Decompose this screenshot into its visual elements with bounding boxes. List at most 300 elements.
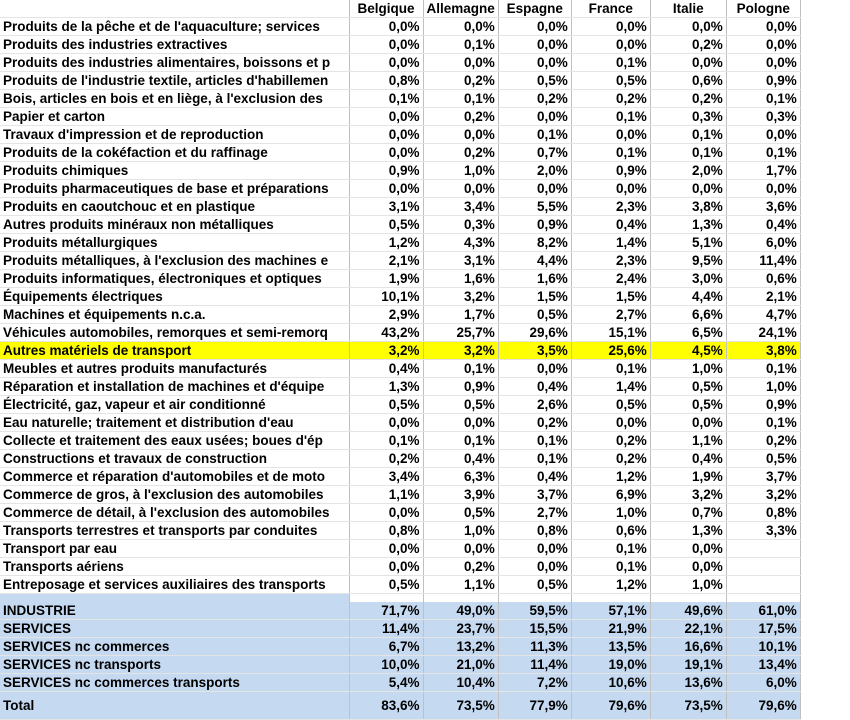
value-cell[interactable]: 0,1%	[650, 144, 726, 162]
value-cell[interactable]: 4,4%	[650, 288, 726, 306]
value-cell[interactable]: 3,5%	[498, 342, 571, 360]
value-cell[interactable]: 3,7%	[498, 486, 571, 504]
value-cell[interactable]: 2,0%	[498, 162, 571, 180]
value-cell[interactable]: 1,1%	[650, 432, 726, 450]
value-cell[interactable]: 5,1%	[650, 234, 726, 252]
table-row	[0, 72, 800, 90]
value-cell[interactable]: 17,5%	[726, 620, 800, 638]
row-label-cell[interactable]: Bois, articles en bois et en liège, à l'exclusion des	[0, 90, 349, 108]
value-cell[interactable]: 0,5%	[571, 72, 650, 90]
value-cell[interactable]: 0,1%	[571, 558, 650, 576]
value-cell[interactable]: 0,1%	[571, 54, 650, 72]
value-cell[interactable]: 0,1%	[726, 90, 800, 108]
value-cell[interactable]: 0,2%	[423, 108, 498, 126]
row-label-cell[interactable]: Total	[0, 692, 349, 720]
value-cell[interactable]: 0,0%	[571, 180, 650, 198]
value-cell[interactable]: 0,5%	[498, 306, 571, 324]
total-row	[0, 692, 800, 720]
value-cell[interactable]: 0,0%	[349, 36, 423, 54]
row-label-cell[interactable]: Produits informatiques, électroniques et optiques	[0, 270, 349, 288]
value-cell[interactable]: France	[571, 0, 650, 18]
row-label-cell[interactable]: Produits de l'industrie textile, articles d'habillemen	[0, 72, 349, 90]
value-cell[interactable]: 0,0%	[650, 414, 726, 432]
value-cell[interactable]: 0,4%	[498, 468, 571, 486]
value-cell[interactable]: 71,7%	[349, 602, 423, 620]
value-cell[interactable]: 49,6%	[650, 602, 726, 620]
value-cell[interactable]: 0,6%	[650, 72, 726, 90]
spacer-cell	[650, 594, 726, 603]
table-row	[0, 450, 800, 468]
value-cell[interactable]: 0,2%	[650, 36, 726, 54]
value-cell[interactable]: 0,6%	[726, 270, 800, 288]
value-cell[interactable]: 0,1%	[498, 126, 571, 144]
value-cell[interactable]: 0,8%	[726, 504, 800, 522]
value-cell[interactable]: 0,3%	[650, 108, 726, 126]
value-cell[interactable]: 3,2%	[650, 486, 726, 504]
value-cell[interactable]: 15,1%	[571, 324, 650, 342]
value-cell[interactable]: 0,1%	[423, 360, 498, 378]
value-cell[interactable]: 3,0%	[650, 270, 726, 288]
row-label-cell[interactable]	[0, 0, 349, 18]
value-cell[interactable]: 2,3%	[571, 252, 650, 270]
value-cell[interactable]: 0,1%	[571, 360, 650, 378]
value-cell[interactable]: 79,6%	[571, 692, 650, 720]
value-cell[interactable]: 0,2%	[726, 432, 800, 450]
value-cell[interactable]: 10,6%	[571, 674, 650, 692]
value-cell[interactable]: 0,5%	[650, 378, 726, 396]
value-cell[interactable]: 0,0%	[423, 18, 498, 36]
value-cell[interactable]: 0,2%	[498, 414, 571, 432]
value-cell[interactable]: 0,0%	[349, 108, 423, 126]
value-cell[interactable]: Belgique	[349, 0, 423, 18]
value-cell[interactable]: 0,0%	[650, 540, 726, 558]
value-cell[interactable]: 0,9%	[571, 162, 650, 180]
value-cell[interactable]: 1,0%	[650, 360, 726, 378]
value-cell[interactable]: 0,0%	[498, 540, 571, 558]
value-cell[interactable]: 10,0%	[349, 656, 423, 674]
row-label-cell[interactable]: Meubles et autres produits manufacturés	[0, 360, 349, 378]
value-cell[interactable]: 10,1%	[349, 288, 423, 306]
value-cell[interactable]: 10,4%	[423, 674, 498, 692]
row-label-cell[interactable]: SERVICES nc commerces	[0, 638, 349, 656]
value-cell[interactable]: 0,1%	[498, 450, 571, 468]
value-cell[interactable]: 0,7%	[498, 144, 571, 162]
table-row	[0, 432, 800, 450]
value-cell[interactable]: 1,0%	[571, 504, 650, 522]
row-label-cell[interactable]: Commerce de détail, à l'exclusion des automobiles	[0, 504, 349, 522]
value-cell[interactable]: 0,2%	[650, 90, 726, 108]
value-cell[interactable]: Pologne	[726, 0, 800, 18]
value-cell[interactable]: 0,1%	[423, 432, 498, 450]
value-cell[interactable]: 25,6%	[571, 342, 650, 360]
value-cell[interactable]: 1,9%	[349, 270, 423, 288]
value-cell[interactable]: 0,1%	[726, 360, 800, 378]
value-cell[interactable]: 6,9%	[571, 486, 650, 504]
value-cell[interactable]: 6,7%	[349, 638, 423, 656]
value-cell[interactable]: 0,0%	[349, 54, 423, 72]
value-cell[interactable]: 3,8%	[650, 198, 726, 216]
value-cell[interactable]: 4,3%	[423, 234, 498, 252]
value-cell[interactable]: 0,6%	[571, 522, 650, 540]
value-cell[interactable]: 3,3%	[726, 522, 800, 540]
value-cell[interactable]: 0,0%	[349, 558, 423, 576]
value-cell[interactable]: 0,2%	[423, 558, 498, 576]
value-cell[interactable]: 0,0%	[498, 558, 571, 576]
value-cell[interactable]: 6,0%	[726, 234, 800, 252]
value-cell[interactable]: 0,5%	[571, 396, 650, 414]
value-cell[interactable]: 1,6%	[423, 270, 498, 288]
value-cell[interactable]: 3,1%	[349, 198, 423, 216]
value-cell[interactable]: 0,0%	[349, 126, 423, 144]
value-cell[interactable]: 13,2%	[423, 638, 498, 656]
value-cell[interactable]: 16,6%	[650, 638, 726, 656]
table-row	[0, 486, 800, 504]
table-row	[0, 540, 800, 558]
value-cell[interactable]: 19,1%	[650, 656, 726, 674]
value-cell[interactable]	[726, 540, 800, 558]
value-cell[interactable]: 1,6%	[498, 270, 571, 288]
value-cell[interactable]: 0,5%	[726, 450, 800, 468]
value-cell[interactable]: 5,4%	[349, 674, 423, 692]
table-row	[0, 234, 800, 252]
value-cell[interactable]	[726, 576, 800, 594]
value-cell[interactable]: 23,7%	[423, 620, 498, 638]
spacer-cell	[423, 594, 498, 603]
value-cell[interactable]: 0,0%	[571, 36, 650, 54]
value-cell[interactable]: 11,3%	[498, 638, 571, 656]
value-cell[interactable]: 0,0%	[349, 540, 423, 558]
value-cell[interactable]: Italie	[650, 0, 726, 18]
value-cell[interactable]: 29,6%	[498, 324, 571, 342]
value-cell[interactable]: 73,5%	[650, 692, 726, 720]
value-cell[interactable]: 0,0%	[498, 18, 571, 36]
value-cell[interactable]: 79,6%	[726, 692, 800, 720]
row-label-cell[interactable]: Machines et équipements n.c.a.	[0, 306, 349, 324]
value-cell[interactable]: 3,2%	[349, 342, 423, 360]
value-cell[interactable]: 0,4%	[571, 216, 650, 234]
table-row	[0, 54, 800, 72]
value-cell[interactable]: 3,9%	[423, 486, 498, 504]
value-cell[interactable]: 1,5%	[498, 288, 571, 306]
value-cell[interactable]: 0,0%	[349, 180, 423, 198]
value-cell[interactable]: 1,2%	[571, 468, 650, 486]
value-cell[interactable]: 21,9%	[571, 620, 650, 638]
value-cell[interactable]: 0,8%	[349, 522, 423, 540]
row-label-cell[interactable]: SERVICES nc transports	[0, 656, 349, 674]
value-cell[interactable]: 13,6%	[650, 674, 726, 692]
value-cell[interactable]: 0,2%	[423, 144, 498, 162]
row-label-cell[interactable]: Produits métallurgiques	[0, 234, 349, 252]
row-label-cell[interactable]: Produits de la cokéfaction et du raffinage	[0, 144, 349, 162]
value-cell[interactable]: 2,7%	[498, 504, 571, 522]
value-cell[interactable]: 0,1%	[726, 144, 800, 162]
value-cell[interactable]: 7,2%	[498, 674, 571, 692]
value-cell[interactable]: 0,5%	[498, 576, 571, 594]
value-cell[interactable]: 0,8%	[498, 522, 571, 540]
value-cell[interactable]: 1,1%	[423, 576, 498, 594]
value-cell[interactable]: 1,0%	[423, 522, 498, 540]
value-cell[interactable]: 0,2%	[349, 450, 423, 468]
value-cell[interactable]: Espagne	[498, 0, 571, 18]
value-cell[interactable]: 0,0%	[650, 558, 726, 576]
value-cell[interactable]: 0,1%	[726, 414, 800, 432]
value-cell[interactable]: 1,7%	[726, 162, 800, 180]
row-label-cell[interactable]: Électricité, gaz, vapeur et air conditionné	[0, 396, 349, 414]
value-cell[interactable]: 0,0%	[423, 180, 498, 198]
value-cell[interactable]: 0,8%	[349, 72, 423, 90]
aggregate-row	[0, 620, 800, 638]
value-cell[interactable]: 0,9%	[498, 216, 571, 234]
value-cell[interactable]: 0,0%	[423, 54, 498, 72]
row-label-cell[interactable]: Commerce et réparation d'automobiles et de moto	[0, 468, 349, 486]
value-cell[interactable]: 11,4%	[498, 656, 571, 674]
row-label-cell[interactable]: Produits de la pêche et de l'aquaculture; services	[0, 18, 349, 36]
table-row	[0, 126, 800, 144]
value-cell[interactable]: 8,2%	[498, 234, 571, 252]
value-cell[interactable]: 2,0%	[650, 162, 726, 180]
value-cell[interactable]: 0,0%	[726, 54, 800, 72]
value-cell[interactable]: 0,2%	[571, 90, 650, 108]
value-cell[interactable]: 0,0%	[349, 414, 423, 432]
value-cell[interactable]: 73,5%	[423, 692, 498, 720]
value-cell[interactable]: 61,0%	[726, 602, 800, 620]
value-cell[interactable]: 0,4%	[650, 450, 726, 468]
value-cell[interactable]: 0,0%	[498, 36, 571, 54]
value-cell[interactable]: 1,3%	[650, 522, 726, 540]
value-cell[interactable]: 15,5%	[498, 620, 571, 638]
row-label-cell[interactable]: Collecte et traitement des eaux usées; boues d'ép	[0, 432, 349, 450]
value-cell[interactable]: 3,1%	[423, 252, 498, 270]
value-cell[interactable]: 0,0%	[498, 360, 571, 378]
value-cell[interactable]: 1,5%	[571, 288, 650, 306]
value-cell[interactable]: 1,1%	[349, 486, 423, 504]
row-label-cell[interactable]: Transports aériens	[0, 558, 349, 576]
value-cell[interactable]: 0,1%	[349, 90, 423, 108]
value-cell[interactable]: 0,5%	[349, 576, 423, 594]
value-cell[interactable]: 6,0%	[726, 674, 800, 692]
table-row	[0, 180, 800, 198]
value-cell[interactable]: 3,2%	[423, 288, 498, 306]
value-cell[interactable]: 0,9%	[349, 162, 423, 180]
value-cell[interactable]: 2,6%	[498, 396, 571, 414]
value-cell[interactable]	[726, 558, 800, 576]
value-cell[interactable]: 2,1%	[726, 288, 800, 306]
value-cell[interactable]: 43,2%	[349, 324, 423, 342]
value-cell[interactable]: 0,5%	[423, 396, 498, 414]
value-cell[interactable]: 0,0%	[423, 126, 498, 144]
value-cell[interactable]: 0,0%	[498, 180, 571, 198]
value-cell[interactable]: 6,6%	[650, 306, 726, 324]
value-cell[interactable]: 0,1%	[423, 36, 498, 54]
value-cell[interactable]: 0,4%	[498, 378, 571, 396]
value-cell[interactable]: 0,4%	[423, 450, 498, 468]
table-row	[0, 90, 800, 108]
value-cell[interactable]: 0,1%	[650, 126, 726, 144]
value-cell[interactable]: 0,9%	[423, 378, 498, 396]
value-cell[interactable]: 0,0%	[571, 18, 650, 36]
value-cell[interactable]: 3,4%	[349, 468, 423, 486]
value-cell[interactable]: 57,1%	[571, 602, 650, 620]
value-cell[interactable]: 0,2%	[498, 90, 571, 108]
row-label-cell[interactable]: Réparation et installation de machines et d'équipe	[0, 378, 349, 396]
value-cell[interactable]: 21,0%	[423, 656, 498, 674]
value-cell[interactable]: 0,0%	[349, 144, 423, 162]
value-cell[interactable]: 0,7%	[650, 504, 726, 522]
value-cell[interactable]: 0,2%	[571, 432, 650, 450]
value-cell[interactable]: 1,7%	[423, 306, 498, 324]
value-cell[interactable]: 0,0%	[498, 54, 571, 72]
spacer-cell	[726, 594, 800, 603]
value-cell[interactable]: 3,2%	[423, 342, 498, 360]
row-label-cell[interactable]: Équipements électriques	[0, 288, 349, 306]
value-cell[interactable]: 0,9%	[726, 72, 800, 90]
value-cell[interactable]: 0,0%	[650, 54, 726, 72]
value-cell[interactable]: 1,0%	[726, 378, 800, 396]
table-row	[0, 324, 800, 342]
value-cell[interactable]: 0,5%	[498, 72, 571, 90]
value-cell[interactable]: 2,4%	[571, 270, 650, 288]
row-label-cell[interactable]: SERVICES	[0, 620, 349, 638]
row-label-cell[interactable]: Papier et carton	[0, 108, 349, 126]
value-cell[interactable]: 0,0%	[349, 18, 423, 36]
value-cell[interactable]: 0,9%	[726, 396, 800, 414]
value-cell[interactable]: 2,9%	[349, 306, 423, 324]
row-label-cell[interactable]: Produits pharmaceutiques de base et préparations	[0, 180, 349, 198]
value-cell[interactable]: 0,1%	[571, 108, 650, 126]
row-label-cell[interactable]: Entreposage et services auxiliaires des transports	[0, 576, 349, 594]
value-cell[interactable]: 0,5%	[349, 216, 423, 234]
value-cell[interactable]: 0,2%	[423, 72, 498, 90]
value-cell[interactable]: 0,2%	[571, 450, 650, 468]
value-cell[interactable]: 3,6%	[726, 198, 800, 216]
aggregate-row	[0, 638, 800, 656]
value-cell[interactable]: 13,5%	[571, 638, 650, 656]
value-cell[interactable]: 0,1%	[571, 144, 650, 162]
row-label-cell[interactable]: Véhicules automobiles, remorques et semi-remorq	[0, 324, 349, 342]
value-cell[interactable]: 2,7%	[571, 306, 650, 324]
row-label-cell[interactable]: Autres matériels de transport	[0, 342, 349, 360]
value-cell[interactable]: 2,3%	[571, 198, 650, 216]
value-cell[interactable]: 0,4%	[726, 216, 800, 234]
value-cell[interactable]: 0,0%	[423, 540, 498, 558]
value-cell[interactable]: 0,0%	[650, 18, 726, 36]
value-cell[interactable]: 0,0%	[571, 126, 650, 144]
value-cell[interactable]: 3,7%	[726, 468, 800, 486]
value-cell[interactable]: 0,0%	[349, 504, 423, 522]
value-cell[interactable]: 3,8%	[726, 342, 800, 360]
value-cell[interactable]: 6,3%	[423, 468, 498, 486]
value-cell[interactable]: 0,1%	[571, 540, 650, 558]
value-cell[interactable]: 1,4%	[571, 234, 650, 252]
value-cell[interactable]: 77,9%	[498, 692, 571, 720]
value-cell[interactable]: 1,0%	[650, 576, 726, 594]
table-row	[0, 576, 800, 594]
value-cell[interactable]: 0,0%	[571, 414, 650, 432]
value-cell[interactable]: 13,4%	[726, 656, 800, 674]
value-cell[interactable]: 0,5%	[349, 396, 423, 414]
value-cell[interactable]: 0,0%	[726, 36, 800, 54]
value-cell[interactable]: 1,9%	[650, 468, 726, 486]
table-row	[0, 270, 800, 288]
row-label-cell[interactable]: INDUSTRIE	[0, 602, 349, 620]
value-cell[interactable]: 5,5%	[498, 198, 571, 216]
value-cell[interactable]: 0,4%	[349, 360, 423, 378]
value-cell[interactable]: 0,0%	[726, 18, 800, 36]
value-cell[interactable]: 0,0%	[498, 108, 571, 126]
value-cell[interactable]: 1,0%	[423, 162, 498, 180]
value-cell[interactable]: 83,6%	[349, 692, 423, 720]
value-cell[interactable]: 0,3%	[423, 216, 498, 234]
row-label-cell[interactable]: Autres produits minéraux non métalliques	[0, 216, 349, 234]
value-cell[interactable]: 1,2%	[571, 576, 650, 594]
value-cell[interactable]: 11,4%	[726, 252, 800, 270]
value-cell[interactable]: 22,1%	[650, 620, 726, 638]
spacer-cell	[349, 594, 423, 603]
row-label-cell[interactable]: Transports terrestres et transports par conduites	[0, 522, 349, 540]
value-cell[interactable]: 49,0%	[423, 602, 498, 620]
row-label-cell[interactable]: SERVICES nc commerces transports	[0, 674, 349, 692]
value-cell[interactable]: 1,2%	[349, 234, 423, 252]
value-cell[interactable]: 19,0%	[571, 656, 650, 674]
row-label-cell[interactable]: Produits chimiques	[0, 162, 349, 180]
value-cell[interactable]: 0,0%	[726, 126, 800, 144]
value-cell[interactable]: 1,3%	[650, 216, 726, 234]
value-cell[interactable]: 4,4%	[498, 252, 571, 270]
table-row	[0, 216, 800, 234]
value-cell[interactable]: 0,3%	[726, 108, 800, 126]
row-label-cell[interactable]: Produits métalliques, à l'exclusion des machines e	[0, 252, 349, 270]
value-cell[interactable]: 0,1%	[423, 90, 498, 108]
aggregate-row	[0, 656, 800, 674]
row-label-cell[interactable]: Produits des industries alimentaires, boissons et p	[0, 54, 349, 72]
value-cell[interactable]: 4,7%	[726, 306, 800, 324]
value-cell[interactable]: 25,7%	[423, 324, 498, 342]
row-label-cell[interactable]: Commerce de gros, à l'exclusion des automobiles	[0, 486, 349, 504]
value-cell[interactable]: 6,5%	[650, 324, 726, 342]
value-cell[interactable]: 0,1%	[349, 432, 423, 450]
value-cell[interactable]: Allemagne	[423, 0, 498, 18]
value-cell[interactable]: 3,2%	[726, 486, 800, 504]
value-cell[interactable]: 1,4%	[571, 378, 650, 396]
value-cell[interactable]: 0,0%	[726, 180, 800, 198]
value-cell[interactable]: 4,5%	[650, 342, 726, 360]
value-cell[interactable]: 0,5%	[423, 504, 498, 522]
value-cell[interactable]: 0,0%	[423, 414, 498, 432]
highlighted-row	[0, 342, 800, 360]
value-cell[interactable]: 2,1%	[349, 252, 423, 270]
value-cell[interactable]: 10,1%	[726, 638, 800, 656]
table-row	[0, 504, 800, 522]
value-cell[interactable]: 59,5%	[498, 602, 571, 620]
value-cell[interactable]: 0,5%	[650, 396, 726, 414]
row-label-cell[interactable]: Produits des industries extractives	[0, 36, 349, 54]
row-label-cell[interactable]: Transport par eau	[0, 540, 349, 558]
row-label-cell[interactable]: Constructions et travaux de construction	[0, 450, 349, 468]
row-label-cell[interactable]: Eau naturelle; traitement et distribution d'eau	[0, 414, 349, 432]
value-cell[interactable]: 11,4%	[349, 620, 423, 638]
row-label-cell[interactable]: Produits en caoutchouc et en plastique	[0, 198, 349, 216]
value-cell[interactable]: 3,4%	[423, 198, 498, 216]
table-row	[0, 18, 800, 36]
value-cell[interactable]: 24,1%	[726, 324, 800, 342]
value-cell[interactable]: 0,0%	[650, 180, 726, 198]
table-row	[0, 468, 800, 486]
value-cell[interactable]: 9,5%	[650, 252, 726, 270]
table-row	[0, 288, 800, 306]
value-cell[interactable]: 1,3%	[349, 378, 423, 396]
row-label-cell[interactable]: Travaux d'impression et de reproduction	[0, 126, 349, 144]
value-cell[interactable]: 0,1%	[498, 432, 571, 450]
